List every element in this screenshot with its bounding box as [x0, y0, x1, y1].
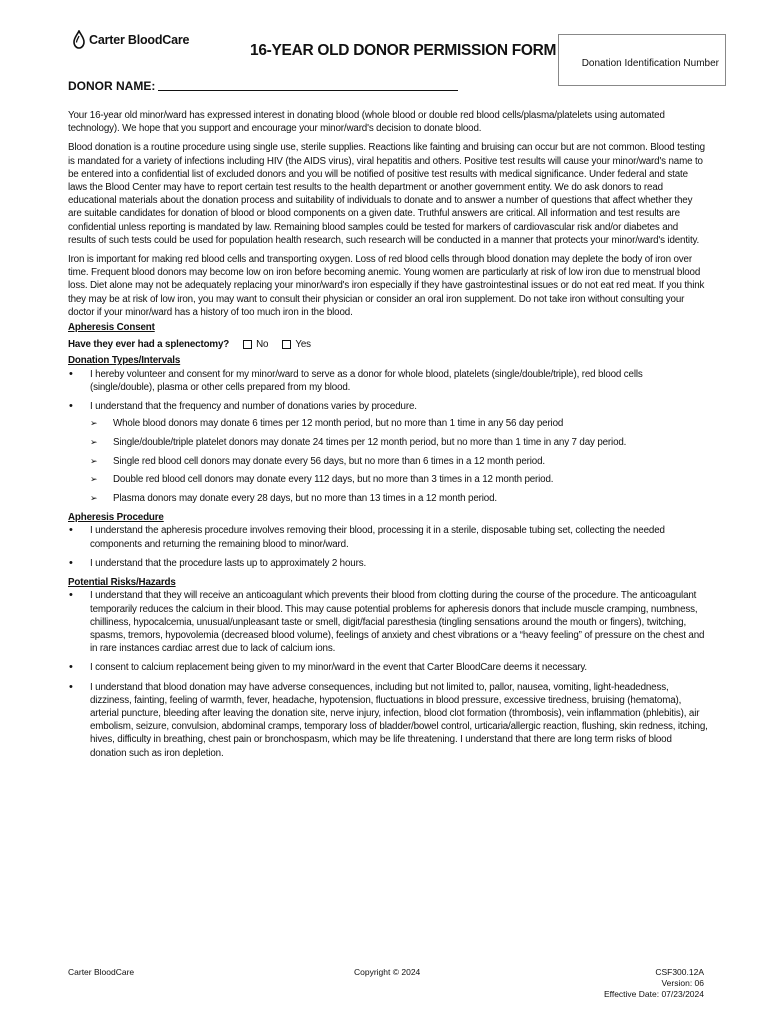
- apheresis-procedure-heading: Apheresis Procedure: [68, 512, 164, 524]
- donor-name-label: DONOR NAME:: [68, 79, 156, 93]
- list-item: • I consent to calcium replacement being given to my minor/ward in the event that Carter BloodCare deems it necessary.: [68, 661, 708, 674]
- intro-paragraph: Your 16-year old minor/ward has expressed interest in donating blood (whole blood or double red blood cells/plasma/platelets using automated technology). We hope that you support and encourage your minor/ward's decision to donate blood.: [68, 110, 665, 135]
- list-item: ➢ Double red blood cell donors may donate every 112 days, but no more than 3 times in a 12 month period.: [90, 474, 554, 486]
- arrow-bullet-icon: ➢: [90, 474, 98, 485]
- list-item: ➢ Plasma donors may donate every 28 days, but no more than 13 times in a 12 month period.: [90, 493, 497, 505]
- list-item: • I understand that they will receive an anticoagulant which prevents their blood from clotting during the course of the procedure. The anticoagulant temporarily reduces the calcium in their blood. This may cause potential problems for apheresis donors that include muscle cramping, numbness, chilliness, hypocalcemia, unusual/unpleasant taste or smell, digit/facial paresthesia (tingling sensations around the mouth or fingers), twitching, spasms, tremors, hypovolemia (decreased blood volume), feelings of anxiety and chest vibrations or a “heavy feeling” of pressure on the chest and in rare instances cardiac arrest due to lack of calcium ions.: [68, 589, 708, 655]
- logo-text: Carter BloodCare: [89, 33, 190, 47]
- donation-id-label: Donation Identification Number: [581, 58, 719, 69]
- arrow-bullet-icon: ➢: [90, 418, 98, 429]
- intro-paragraph: Iron is important for making red blood cells and transporting oxygen. Loss of red blood cells through blood donation may deplete the body of iron over time. Frequent blood donors may become low on iron before becoming anemic. Young women are particularly at risk of low iron due to menstrual blood loss. Diet alone may not be adequately replacing your minor/ward's iron especially if they have gastrointestinal issues or do not eat red meat. If you think they may be at risk of low iron, you may want to consult their physician or consider an oral iron supplement. Do not take iron without consulting your doctor if your minor/ward has a history of too much iron in the blood.: [68, 254, 705, 318]
- list-item: • I understand that the procedure lasts up to approximately 2 hours.: [68, 557, 708, 570]
- list-item: • I understand that blood donation may have adverse consequences, including but not limited to, pallor, nausea, vomiting, light-headedness, dizziness, fainting, feeling of warmth, fever, headache, hypotension, fluctuations in blood pressure, excessive tiredness, bruising (hematoma), arterial puncture, bleeding after leaving the donation site, nerve injury, infection, blood clot formation (thrombosis), vein inflammation (phlebitis), air embolism, seizure, convulsion, abdominal cramps, temporary loss of bladder/bowel control, urticaria/allergic reaction, flushing, skin redness, itching, hives, difficulty in breathing, chest pain or bronchospasm, which may be life threatening. I understand that there are long term risks of blood donation such as iron depletion.: [68, 681, 708, 760]
- list-item: • I understand the apheresis procedure involves removing their blood, processing it in a sterile, disposable tubing set, collecting the needed components and returning the remaining blood to minor/ward.: [68, 524, 708, 550]
- arrow-bullet-icon: ➢: [90, 493, 98, 504]
- footer-form-info: [604, 967, 704, 1000]
- list-item: ➢ Single red blood cell donors may donate every 56 days, but no more than 6 times in a 12 month period.: [90, 455, 545, 467]
- donor-name-field[interactable]: [158, 81, 458, 91]
- list-item: • I understand that the frequency and number of donations varies by procedure. ➢ Whole blood donors may donate 6 times per 12 month period, but no more than 1 time in any 56 day period ➢ Single/double/triple platelet donors may donate 24 times per 12 month period, but no more than 1 time in any 7 day period. ➢ Single red blood cell donors may donate every 56 days, but no more than 6 times in a 12 month period. ➢ Double red blood cell donors may donate every 112 days, but no more than 3 times in a 12 month period. ➢ Plasma donors may donate every 28 days, but no more than 13 times in a 12 month period.: [68, 400, 708, 505]
- footer-copyright: Copyright © 2024: [354, 967, 421, 977]
- form-title: 16-YEAR OLD DONOR PERMISSION FORM: [250, 42, 557, 59]
- donation-types-heading: Donation Types/Intervals: [68, 355, 181, 367]
- splenectomy-yes-checkbox[interactable]: Yes: [282, 338, 311, 351]
- arrow-bullet-icon: ➢: [90, 436, 98, 447]
- checkbox-icon: [282, 340, 291, 349]
- form-version: Version: 06: [661, 978, 704, 988]
- footer-org: Carter BloodCare: [68, 967, 135, 977]
- risks-heading: Potential Risks/Hazards: [68, 577, 176, 589]
- donor-name-row: [68, 79, 458, 93]
- splenectomy-no-checkbox[interactable]: No: [243, 338, 268, 351]
- blood-drop-logo-icon: [72, 30, 86, 50]
- splenectomy-question: Have they ever had a splenectomy?: [68, 339, 230, 351]
- arrow-bullet-icon: ➢: [90, 455, 98, 466]
- list-item: • I hereby volunteer and consent for my minor/ward to serve as a donor for whole blood, platelets (single/double/triple), red blood cells (single/double), plasma or other cells prepared from my blood.: [68, 368, 708, 394]
- donation-types-list: [68, 368, 708, 506]
- apheresis-procedure-list: [68, 524, 708, 570]
- donation-id-box[interactable]: [558, 34, 726, 86]
- list-item: ➢ Whole blood donors may donate 6 times per 12 month period, but no more than 1 time in any 56 day period: [90, 418, 564, 430]
- checkbox-icon: [243, 340, 252, 349]
- risks-list: [68, 589, 708, 759]
- form-number: CSF300.12A: [655, 967, 704, 977]
- splenectomy-question-row: [68, 338, 708, 351]
- effective-date: Effective Date: 07/23/2024: [603, 989, 704, 999]
- list-item: ➢ Single/double/triple platelet donors may donate 24 times per 12 month period, but no more than 1 time in any 7 day period.: [90, 436, 627, 448]
- apheresis-consent-heading: Apheresis Consent: [68, 322, 155, 334]
- form-body: [68, 109, 708, 766]
- intro-paragraph: Blood donation is a routine procedure using single use, sterile supplies. Reactions like fainting and bruising can occur but are not common. Blood testing is mandated for a variety of infections including HIV (the AIDS virus), viral hepatitis and others. Positive test results will cause your minor/ward's name to be entered into a confidential list of excluded donors and you will be notified of positive test results with medical significance. Under federal and state laws the Blood Center may have to report certain test results to the health department or another government entity. We do ask donors to read educational materials about the donation process and suitability of individuals to donate and to answer a number of questions that affect whether they are suitable candidates for donation of blood or blood components on a given date. Truthful answers are critical. All information and test results are confidential unless reporting is mandated by law. Remaining blood samples could be tested for markers of cardiovascular risk and/or diabetes and results of such tests could be used for population health research, such research will be conducted in a manner that protects your minor/ward's identity.: [68, 142, 705, 246]
- donation-intervals-sublist: [90, 417, 708, 505]
- logo: [72, 30, 189, 50]
